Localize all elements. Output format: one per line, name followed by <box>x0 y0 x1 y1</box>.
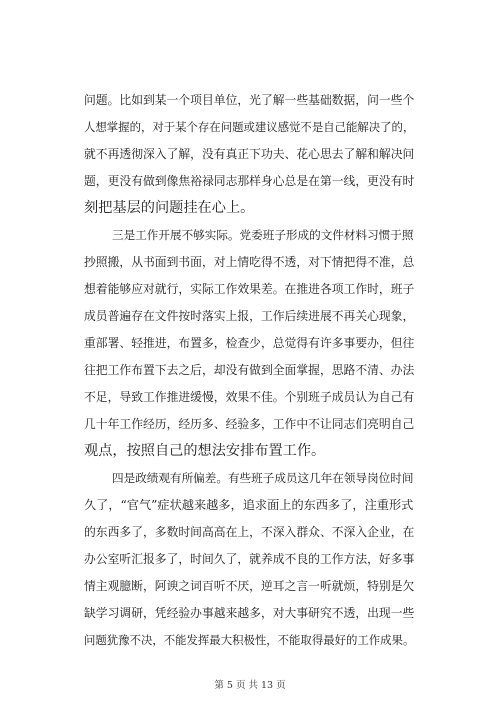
text-line: 题，更没有做到像焦裕禄同志那样身心总是在第一线，更没有时 <box>84 174 415 188</box>
text-line: 重部署、轻推进，布置多，检查少，总觉得有许多事要办，但往 <box>84 336 415 350</box>
text-line: 往把工作布置下去之后，却没有做到全面掌握，思路不清、办法 <box>84 363 415 377</box>
text-line: 几十年工作经历，经历多、经验多，工作中不让同志们亮明自己 <box>84 417 415 431</box>
page-number: 第 5 页 共 13 页 <box>214 680 286 691</box>
text-line: 问题。比如到某一个项目单位，光了解一些基础数据，问一些个 <box>84 93 415 107</box>
text-line: 观点，按照自己的想法安排布置工作。 <box>84 443 326 459</box>
text-line: 想着能够应对就行，实际工作效果差。在推进各项工作时，班子 <box>84 282 415 296</box>
text-line: 办公室听汇报多了，时间久了，就养成不良的工作方法，好多事 <box>84 552 415 566</box>
text-line: 情主观臆断，阿谀之词百听不厌，逆耳之言一听就烦，特别是欠 <box>84 579 415 593</box>
paragraph-start-line: 三是工作开展不够实际。党委班子形成的文件材料习惯于照 <box>112 228 414 242</box>
text-line: 缺学习调研，凭经验办事越来越多，对大事研究不透，出现一些 <box>84 606 415 620</box>
paragraph-start-line: 四是政绩观有所偏差。有些班子成员这几年在领导岗位时间 <box>112 471 414 485</box>
text-line: 刻把基层的问题挂在心上。 <box>84 200 255 216</box>
text-line: 就不再透彻深入了解，没有真正下功夫、花心思去了解和解决问 <box>84 147 415 161</box>
text-line: 问题犹豫不决，不能发挥最大积极性，不能取得最好的工作成果。 <box>84 633 415 647</box>
text-line: 的东西多了，多数时间高高在上，不深入群众、不深入企业，在 <box>84 525 415 539</box>
text-line: 抄照搬，从书面到书面，对上情吃得不透，对下情把得不准，总 <box>84 255 415 269</box>
text-line: 久了，“官气”症状越来越多，追求面上的东西多了，注重形式 <box>84 498 414 512</box>
text-line: 成员普遍存在文件按时落实上报，工作后续进展不再关心现象， <box>84 309 415 323</box>
text-line: 不足，导致工作推进缓慢，效果不佳。个别班子成员认为自己有 <box>84 390 415 404</box>
text-line: 人想掌握的，对于某个存在问题或建议感觉不是自己能解决了的， <box>84 120 415 134</box>
